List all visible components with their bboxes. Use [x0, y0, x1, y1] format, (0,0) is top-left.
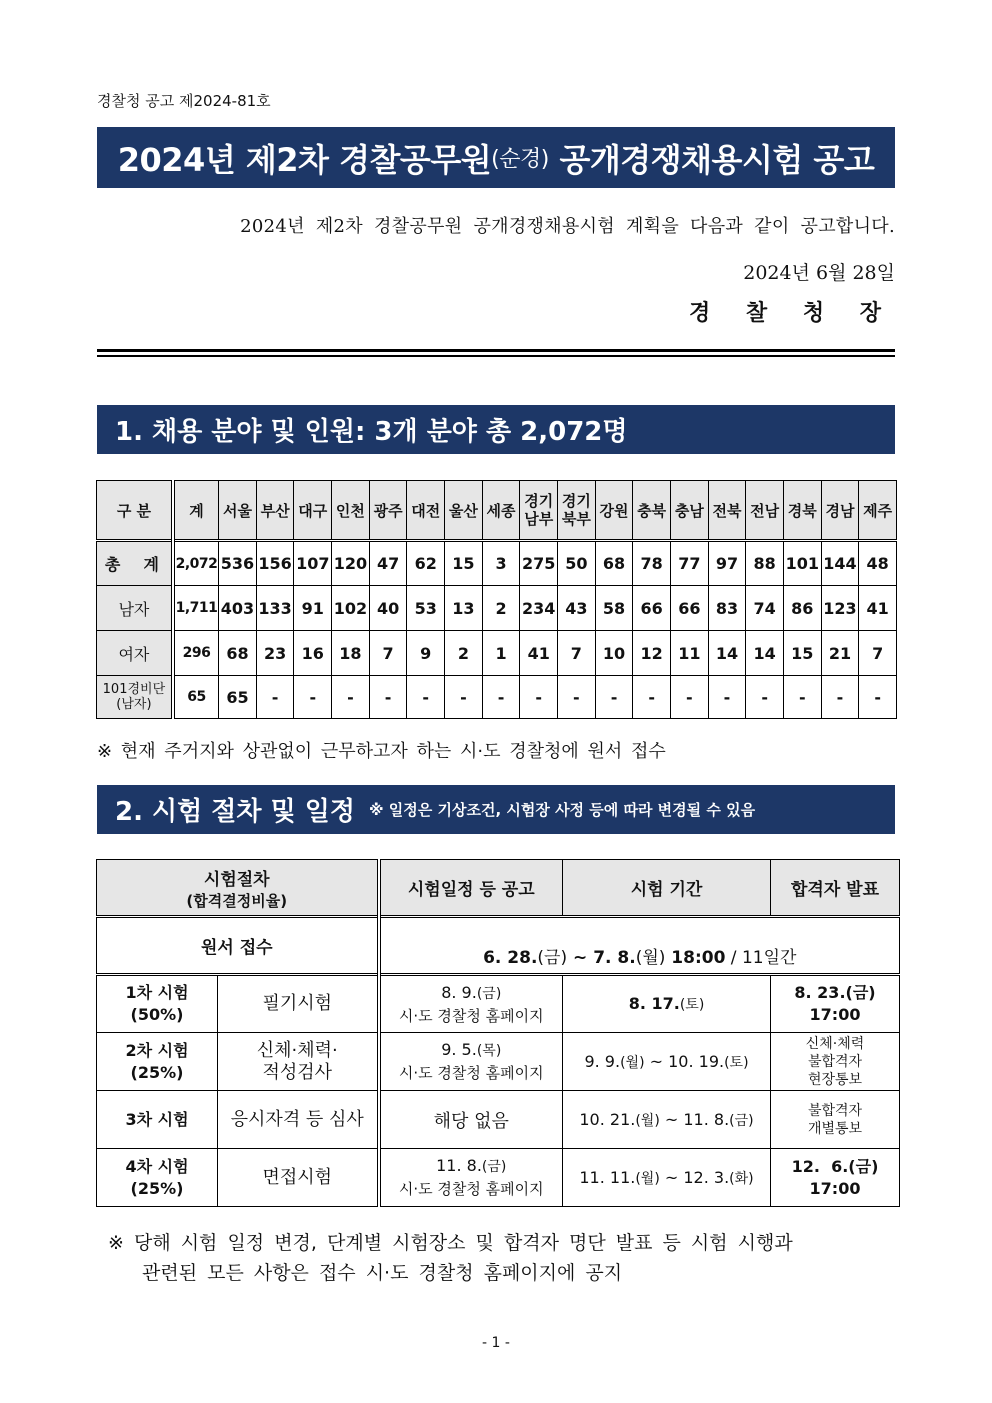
stage-period: 11. 11.(월) ~ 12. 3.(화)	[563, 1149, 771, 1207]
table-cell: 11	[671, 631, 709, 676]
table-cell: 144	[821, 541, 859, 586]
section1-heading	[97, 405, 895, 454]
stage-ratio: (25%)	[130, 1062, 184, 1082]
table-cell: 3	[482, 541, 520, 586]
col-header: 강원	[595, 481, 633, 541]
period-end: 11. 8.	[683, 1109, 730, 1129]
stage-name: 1차 시험	[125, 983, 189, 1002]
apply-start-date: 6. 28.	[483, 948, 538, 968]
apply-tilde: ~	[567, 948, 594, 968]
stage-name: 2차 시험	[125, 1040, 189, 1060]
section2-note-line2: 관련된 모든 사항은 접수 시·도 경찰청 홈페이지에 공지	[142, 1262, 623, 1284]
table-cell: 16	[294, 631, 332, 676]
recruitment-table	[96, 480, 897, 719]
period-end: 12. 3.	[683, 1167, 730, 1187]
apply-end-date: 7. 8.	[593, 948, 636, 968]
col-header: 경북	[783, 481, 821, 541]
stage-result	[771, 975, 900, 1033]
row-label: 총 계	[97, 541, 173, 586]
period-end-day: (토)	[724, 1054, 749, 1071]
table-cell: 296	[173, 631, 219, 676]
table-cell: -	[520, 676, 558, 719]
col-header: 충북	[633, 481, 671, 541]
row-label: 남자	[97, 586, 173, 631]
table-cell: -	[633, 676, 671, 719]
table-cell: 7	[369, 631, 407, 676]
table-cell: -	[595, 676, 633, 719]
period-start-day: (월)	[635, 1170, 660, 1187]
section2-note	[108, 1228, 898, 1288]
result-date: 8. 23.	[794, 983, 846, 1002]
application-period	[379, 917, 900, 975]
period-end-day: (금)	[729, 1112, 754, 1129]
table-cell: -	[558, 676, 596, 719]
notice-number: 경찰청 공고 제2024-81호	[97, 92, 271, 110]
result-line3: 현장통보	[807, 1071, 863, 1088]
table-cell: 12	[633, 631, 671, 676]
table-cell: 47	[369, 541, 407, 586]
stage-result	[771, 1033, 900, 1091]
title-main-b: 공개경쟁채용시험 공고	[548, 140, 875, 179]
col-header: 제주	[859, 481, 897, 541]
table-cell: 156	[256, 541, 294, 586]
result-time: 17:00	[809, 1005, 861, 1024]
table-cell: 9	[407, 631, 445, 676]
table-cell: 403	[219, 586, 257, 631]
section2-note-line1: ※ 당해 시험 일정 변경, 단계별 시험장소 및 합격자 명단 발표 등 시험 시행과	[108, 1232, 793, 1254]
period-start-day: (토)	[679, 997, 705, 1013]
row-label-line2: (남자)	[116, 697, 152, 712]
table-cell: 86	[783, 586, 821, 631]
notice-day: (목)	[476, 1043, 502, 1059]
notice-date: 해당 없음	[433, 1110, 509, 1132]
notice-where: 시·도 경찰청 홈페이지	[398, 1064, 544, 1082]
table-cell: 83	[708, 586, 746, 631]
table-cell: 74	[746, 586, 784, 631]
col-header: 세종	[482, 481, 520, 541]
stage-type-line2: 적성검사	[262, 1061, 333, 1083]
stage-notice	[379, 1149, 563, 1207]
col-header	[558, 481, 596, 541]
table-cell: 66	[671, 586, 709, 631]
title-main-a: 2024년 제2차 경찰공무원	[117, 140, 492, 179]
header-procedure	[97, 860, 379, 917]
stage-name: 3차 시험	[125, 1109, 189, 1129]
table-cell: 13	[445, 586, 483, 631]
row-label-line1: 101경비단	[102, 682, 166, 697]
table-cell: -	[746, 676, 784, 719]
table-cell: 65	[173, 676, 219, 719]
stage-type-line1: 면접시험	[262, 1166, 333, 1188]
period-start: 10. 21.	[579, 1109, 636, 1129]
table-cell: 43	[558, 586, 596, 631]
notice-date: 11. 8.	[436, 1156, 482, 1175]
stage-type	[218, 1149, 379, 1207]
result-day: (금)	[845, 983, 876, 1002]
col-header: 인천	[332, 481, 370, 541]
table-cell: 77	[671, 541, 709, 586]
double-divider	[97, 349, 895, 357]
table-cell: 23	[256, 631, 294, 676]
section2-title: 2. 시험 절차 및 일정	[115, 797, 355, 827]
table-cell: -	[859, 676, 897, 719]
notice-day: (금)	[476, 985, 502, 1002]
table-cell: 2	[445, 631, 483, 676]
issuer: 경 찰 청 장	[689, 300, 895, 326]
table-cell: 40	[369, 586, 407, 631]
table-cell: 133	[256, 586, 294, 631]
table-cell: 14	[746, 631, 784, 676]
stage-notice	[379, 1033, 563, 1091]
section2-heading	[97, 785, 895, 834]
stage-type-line1: 필기시험	[262, 993, 333, 1014]
apply-end-time: 18:00	[665, 948, 726, 968]
table-cell: 62	[407, 541, 445, 586]
application-label: 원서 접수	[97, 917, 379, 975]
col-header: 경남	[821, 481, 859, 541]
table-cell: 41	[520, 631, 558, 676]
col-header: 전북	[708, 481, 746, 541]
table-cell: -	[671, 676, 709, 719]
period-start-day: (월)	[635, 1112, 660, 1129]
table-cell: -	[256, 676, 294, 719]
stage-period: 10. 21.(월) ~ 11. 8.(금)	[563, 1091, 771, 1149]
table-cell: 58	[595, 586, 633, 631]
stage-type-line1: 신체·체력·	[256, 1039, 338, 1061]
table-cell: 101	[783, 541, 821, 586]
notice-date: 8. 9.	[441, 982, 477, 1002]
col-header: 울산	[445, 481, 483, 541]
result-day: (금)	[848, 1156, 879, 1176]
table-cell: 41	[859, 586, 897, 631]
period-start-day: (월)	[620, 1054, 645, 1071]
header-procedure-label: 시험절차	[203, 869, 270, 890]
notice-date: 9. 5.	[441, 1040, 477, 1059]
col-header: 대전	[407, 481, 445, 541]
table-cell: 21	[821, 631, 859, 676]
table-cell: 91	[294, 586, 332, 631]
header-procedure-sub: (합격결정비율)	[186, 891, 288, 910]
col-header: 충남	[671, 481, 709, 541]
col-header: 계	[173, 481, 219, 541]
col-header-line1: 경기	[524, 492, 554, 510]
row-label: 여자	[97, 631, 173, 676]
table-cell: 107	[294, 541, 332, 586]
period-start: 8. 17.	[628, 994, 680, 1013]
table-cell: 53	[407, 586, 445, 631]
result-line1: 신체·체력	[805, 1035, 865, 1052]
col-header: 대구	[294, 481, 332, 541]
table-cell: -	[783, 676, 821, 719]
table-cell: 68	[595, 541, 633, 586]
stage-ratio: (25%)	[130, 1178, 184, 1198]
table-cell: 275	[520, 541, 558, 586]
page-number: - 1 -	[482, 1335, 510, 1351]
section2-heading-note: ※ 일정은 기상조건, 시험장 사정 등에 따라 변경될 수 있음	[369, 801, 756, 819]
col-header: 부산	[256, 481, 294, 541]
section1-note: ※ 현재 주거지와 상관없이 근무하고자 하는 시·도 경찰청에 원서 접수	[97, 741, 666, 762]
schedule-table	[96, 859, 900, 1207]
table-cell: 97	[708, 541, 746, 586]
table-cell: 48	[859, 541, 897, 586]
result-line2: 개별통보	[807, 1120, 863, 1137]
table-cell: 68	[219, 631, 257, 676]
stage-label	[97, 1091, 218, 1149]
table-cell: 7	[859, 631, 897, 676]
table-cell: 120	[332, 541, 370, 586]
notice-where: 시·도 경찰청 홈페이지	[398, 1180, 544, 1198]
col-header: 서울	[219, 481, 257, 541]
header-notice: 시험일정 등 공고	[379, 860, 563, 917]
stage-type	[218, 1091, 379, 1149]
table-cell: -	[445, 676, 483, 719]
table-cell: 1	[482, 631, 520, 676]
period-end: 10. 19.	[668, 1051, 725, 1071]
stage-type-line1: 응시자격 등 심사	[230, 1108, 364, 1130]
table-cell: 15	[783, 631, 821, 676]
intro-text: 2024년 제2차 경찰공무원 공개경쟁채용시험 계획을 다음과 같이 공고합니다.	[240, 216, 895, 237]
result-line2: 불합격자	[807, 1053, 863, 1070]
stage-type	[218, 975, 379, 1033]
row-label	[97, 676, 173, 719]
table-cell: 123	[821, 586, 859, 631]
header-result: 합격자 발표	[771, 860, 900, 917]
notice-where: 시·도 경찰청 홈페이지	[398, 1006, 544, 1025]
table-cell: -	[294, 676, 332, 719]
col-header: 광주	[369, 481, 407, 541]
stage-label	[97, 1149, 218, 1207]
table-cell: 14	[708, 631, 746, 676]
table-cell: -	[708, 676, 746, 719]
table-cell: -	[821, 676, 859, 719]
period-start: 11. 11.	[579, 1167, 636, 1187]
table-cell: 7	[558, 631, 596, 676]
stage-label	[97, 975, 218, 1033]
table-cell: 65	[219, 676, 257, 719]
stage-period	[563, 975, 771, 1033]
table-cell: 10	[595, 631, 633, 676]
notice-date: 2024년 6월 28일	[743, 262, 895, 284]
apply-end-day: (월)	[635, 948, 666, 968]
stage-notice	[379, 975, 563, 1033]
col-header-line2: 북부	[561, 510, 591, 528]
table-cell: 78	[633, 541, 671, 586]
period-end-day: (화)	[729, 1170, 754, 1187]
table-cell: 88	[746, 541, 784, 586]
table-cell: -	[482, 676, 520, 719]
stage-label	[97, 1033, 218, 1091]
stage-name: 4차 시험	[125, 1156, 189, 1176]
header-category: 구 분	[97, 481, 173, 541]
result-time: 17:00	[809, 1178, 861, 1198]
document-title	[97, 127, 895, 188]
table-cell: 234	[520, 586, 558, 631]
stage-result	[771, 1091, 900, 1149]
col-header-line2: 남부	[524, 510, 554, 528]
stage-result	[771, 1149, 900, 1207]
col-header	[520, 481, 558, 541]
title-small: (순경)	[491, 147, 549, 172]
notice-day: (금)	[481, 1159, 507, 1175]
section1-title: 1. 채용 분야 및 인원: 3개 분야 총 2,072명	[115, 417, 628, 447]
apply-duration: / 11일간	[725, 948, 797, 968]
table-cell: -	[407, 676, 445, 719]
table-cell: 15	[445, 541, 483, 586]
col-header: 전남	[746, 481, 784, 541]
stage-notice	[379, 1091, 563, 1149]
table-cell: 536	[219, 541, 257, 586]
table-cell: 2,072	[173, 541, 219, 586]
period-start: 9. 9.	[584, 1051, 621, 1071]
stage-ratio: (50%)	[130, 1005, 184, 1024]
stage-period: 9. 9.(월) ~ 10. 19.(토)	[563, 1033, 771, 1091]
result-line1: 불합격자	[807, 1102, 863, 1119]
table-cell: 66	[633, 586, 671, 631]
header-period: 시험 기간	[563, 860, 771, 917]
table-cell: 2	[482, 586, 520, 631]
table-cell: 50	[558, 541, 596, 586]
table-cell: 102	[332, 586, 370, 631]
table-cell: -	[369, 676, 407, 719]
table-cell: 1,711	[173, 586, 219, 631]
apply-start-day: (금)	[537, 948, 568, 968]
table-cell: 18	[332, 631, 370, 676]
table-cell: -	[332, 676, 370, 719]
col-header-line1: 경기	[561, 492, 591, 510]
result-date: 12. 6.	[791, 1156, 849, 1176]
stage-type	[218, 1033, 379, 1091]
